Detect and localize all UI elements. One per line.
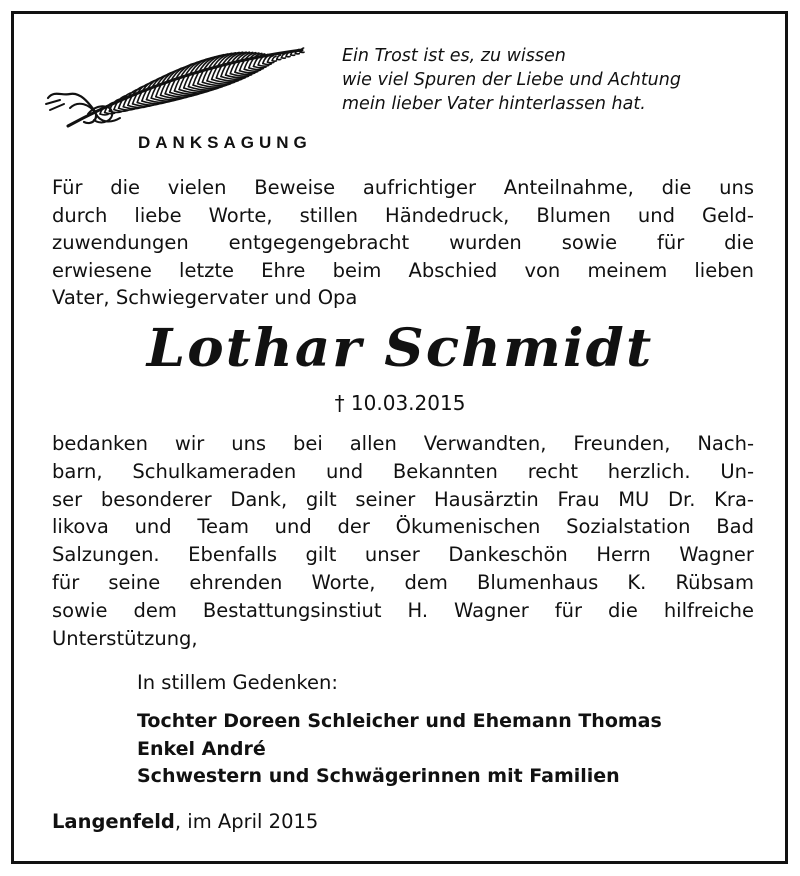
intro-line — [52, 202, 754, 230]
word: Wagner — [679, 543, 754, 567]
memory-line: In stillem Gedenken: — [137, 671, 338, 694]
word: Wagner — [454, 598, 529, 622]
quote — [342, 44, 762, 116]
word: wir — [174, 432, 205, 455]
word: likova — [52, 515, 109, 539]
word: stillen — [299, 203, 359, 227]
word: Sozialstation — [566, 515, 691, 539]
word: Bestattungsinstiut — [202, 598, 382, 622]
word: Rübsam — [675, 570, 754, 594]
intro-line — [52, 174, 754, 202]
word: dem — [133, 598, 177, 622]
word: Worte, — [208, 203, 273, 227]
word: die — [608, 598, 638, 622]
family-member: Enkel André — [137, 737, 266, 760]
word: Herrn — [596, 543, 651, 567]
quote-line: wie viel Spuren der Liebe und Achtung — [342, 70, 681, 90]
word: erwiesene — [52, 258, 152, 282]
word: die — [110, 176, 141, 199]
word: liebe — [134, 203, 182, 227]
word: Ehre — [261, 258, 306, 282]
word: herzlich. — [607, 459, 691, 483]
word: bei — [293, 432, 323, 455]
word: gilt — [305, 487, 337, 511]
word: H. — [407, 598, 429, 622]
word: recht — [527, 459, 578, 483]
word: Bekannten — [392, 459, 498, 483]
word: wurden — [449, 231, 522, 254]
quote-line: Ein Trost ist es, zu wissen — [342, 46, 566, 66]
word: von — [524, 258, 561, 282]
word: und — [637, 203, 676, 227]
thanks-line — [52, 541, 754, 569]
word: die — [661, 176, 692, 199]
intro-line — [52, 229, 754, 257]
word: gilt — [305, 543, 337, 567]
word: und — [134, 515, 172, 539]
word: Schulkameraden — [132, 459, 297, 483]
word: Freunden, — [573, 432, 671, 455]
family-member: Tochter Doreen Schleicher und Ehemann Thomas — [137, 710, 662, 732]
word: lieben — [694, 258, 754, 282]
word: aufrichtiger — [362, 176, 477, 199]
word: sowie — [52, 598, 108, 622]
word: die — [724, 231, 754, 254]
word: zuwendungen — [52, 231, 189, 254]
word: Worte, — [311, 570, 376, 594]
word: Bad — [716, 515, 754, 539]
word: Ebenfalls — [188, 543, 278, 567]
word: bedanken — [52, 432, 149, 455]
word: Für — [52, 176, 83, 199]
word: der — [337, 515, 370, 539]
family-list — [137, 708, 662, 791]
heading: DANKSAGUNG — [138, 133, 312, 152]
place-town: Langenfeld — [52, 810, 175, 833]
word: Abschied — [408, 258, 498, 282]
word: Geld- — [702, 203, 754, 227]
word: für — [554, 598, 583, 622]
word: Blumen — [536, 203, 611, 227]
word: Frau — [557, 487, 600, 511]
word: uns — [231, 432, 267, 455]
word: seiner — [355, 487, 416, 511]
word: und — [274, 515, 312, 539]
word: barn, — [52, 459, 103, 483]
word: ser — [52, 487, 83, 511]
word: seine — [108, 570, 161, 594]
intro-line — [52, 257, 754, 285]
word: Salzungen. — [52, 543, 160, 567]
intro-line: Vater, Schwiegervater und Opa — [52, 286, 358, 309]
word: besonderer — [100, 487, 212, 511]
word: uns — [719, 176, 754, 199]
intro-paragraph — [52, 174, 754, 312]
word: letzte — [179, 258, 234, 282]
word: und — [325, 459, 364, 483]
thanks-line — [52, 430, 754, 458]
word: K. — [627, 570, 647, 594]
place-date — [52, 810, 318, 833]
place-date-text: , im April 2015 — [174, 810, 319, 833]
word: Händedruck, — [385, 203, 510, 227]
word: Dr. — [668, 487, 696, 511]
word: Hausärztin — [434, 487, 539, 511]
word: Un- — [720, 459, 754, 483]
thanks-line — [52, 513, 754, 541]
word: Nach- — [697, 432, 754, 455]
deceased-name: Lothar Schmidt — [146, 318, 654, 379]
family-member: Schwestern und Schwägerinnen mit Familien — [137, 765, 620, 787]
thanks-line: Unterstützung, — [52, 626, 198, 650]
word: MU — [618, 487, 650, 511]
thanks-paragraph — [52, 430, 754, 652]
word: hilfreiche — [663, 598, 754, 622]
word: Kra- — [714, 487, 754, 511]
word: Team — [197, 515, 249, 539]
word: Verwandten, — [423, 432, 547, 455]
word: Blumenhaus — [476, 570, 599, 594]
word: beim — [332, 258, 382, 282]
word: dem — [404, 570, 448, 594]
palm-branch-icon — [40, 38, 315, 133]
thanks-line — [52, 458, 754, 486]
thanks-line — [52, 486, 754, 514]
word: ehrenden — [189, 570, 283, 594]
thanks-line — [52, 569, 754, 597]
word: meinem — [587, 258, 668, 282]
word: sowie — [561, 231, 618, 254]
word: für — [52, 570, 80, 594]
death-date: † 10.03.2015 — [334, 391, 466, 415]
quote-line: mein lieber Vater hinterlassen hat. — [342, 94, 646, 114]
thanks-line — [52, 597, 754, 625]
word: Dank, — [230, 487, 288, 511]
word: Beweise — [254, 176, 336, 199]
word: entgegengebracht — [228, 231, 410, 254]
word: unser — [364, 543, 420, 567]
word: durch — [52, 203, 108, 227]
word: für — [657, 231, 685, 254]
word: vielen — [167, 176, 227, 199]
word: Ökumenischen — [395, 515, 541, 539]
word: Anteilnahme, — [503, 176, 634, 199]
word: Dankeschön — [448, 543, 568, 567]
word: allen — [349, 432, 397, 455]
